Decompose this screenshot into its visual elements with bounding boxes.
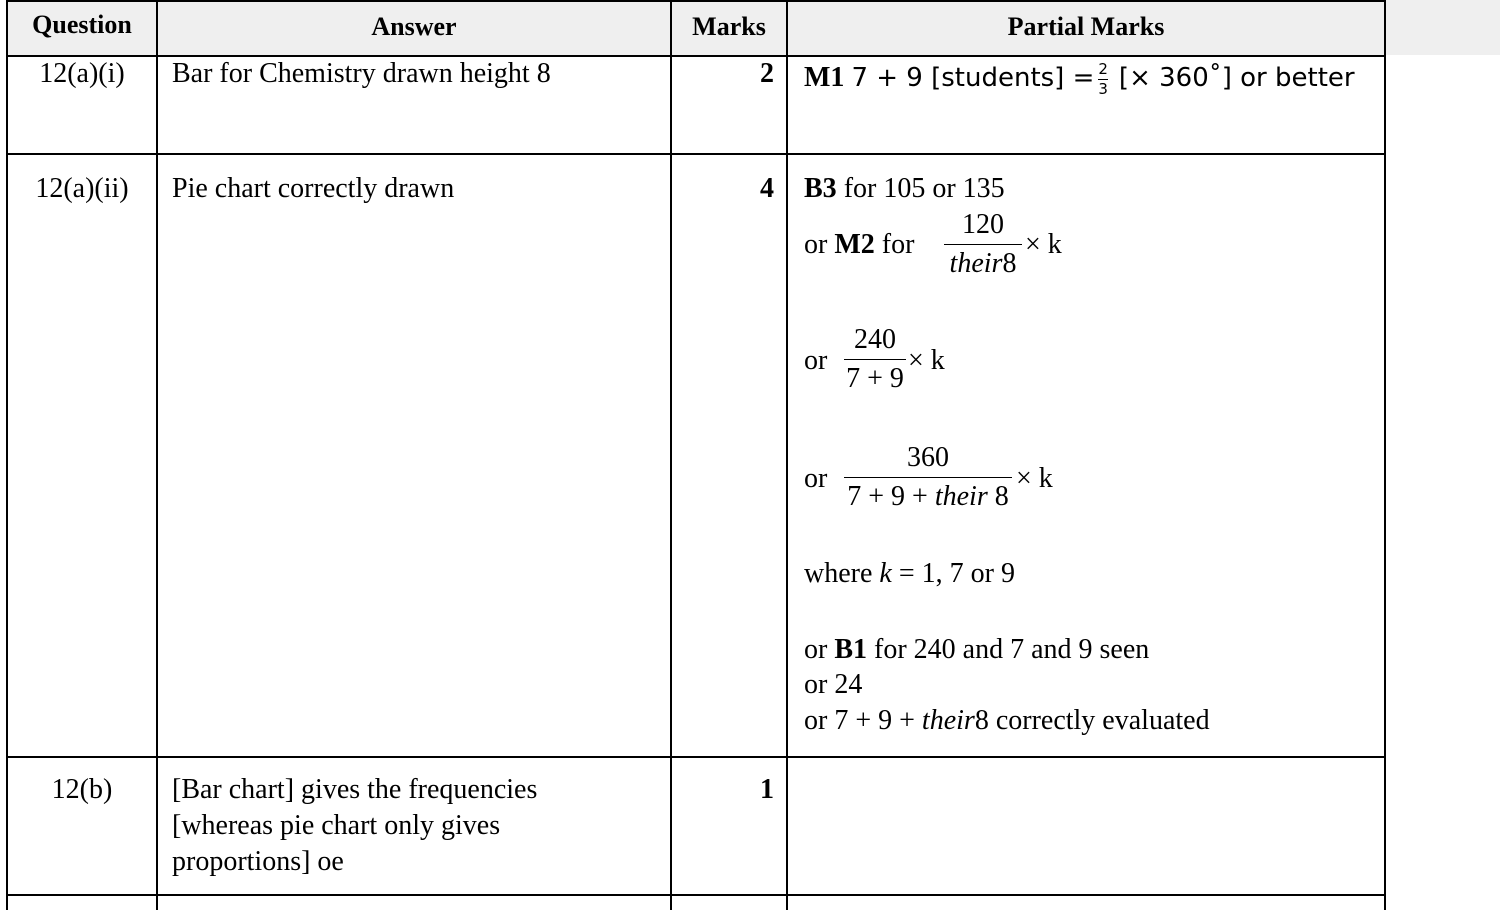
header-answer: Answer [371, 12, 457, 41]
header-partial-marks: Partial Marks [1007, 12, 1165, 41]
mark-code: B3 [804, 173, 837, 204]
mark-code: B1 [834, 634, 868, 665]
table-top-border [6, 0, 1386, 2]
fraction-denominator [844, 480, 1012, 514]
partial-marks-cell [804, 60, 1355, 98]
answer-line: [Bar chart] gives the frequencies [172, 774, 538, 805]
partial-text: where [804, 558, 873, 589]
or-text: or [804, 229, 828, 260]
row-divider [6, 756, 1386, 758]
column-border [786, 0, 788, 910]
partial-text: = 1, 7 or 9 [891, 558, 1015, 589]
or-text: or [804, 634, 828, 665]
marks-cell: 4 [760, 173, 774, 204]
mark-code: M2 [834, 229, 875, 260]
partial-line-where [804, 556, 1015, 592]
question-cell: 12(a)(ii) [35, 173, 129, 204]
row-divider [6, 894, 1386, 896]
column-border [1384, 0, 1386, 910]
or-text: or [804, 463, 828, 494]
marks-cell: 1 [760, 774, 774, 805]
partial-text: correctly evaluated [995, 705, 1210, 736]
partial-line-b1 [804, 632, 1149, 668]
fraction-120 [944, 208, 1022, 281]
variable-text: k [879, 558, 892, 589]
partial-text: for 240 and 7 and 9 seen [874, 634, 1150, 665]
partial-line-evaluated [804, 703, 1210, 739]
fraction-numerator: 240 [854, 324, 896, 355]
partial-text: for 105 or 135 [843, 173, 1005, 204]
header-question: Question [32, 10, 132, 39]
fraction [1098, 61, 1108, 98]
answer-line: [whereas pie chart only gives [172, 810, 501, 841]
fraction-numerator: 2 [1098, 60, 1108, 79]
fraction-360 [844, 441, 1012, 514]
number-text: 8 [987, 481, 1009, 513]
mark-code: M1 [804, 62, 845, 93]
header-marks: Marks [692, 12, 766, 41]
answer-cell: Pie chart correctly drawn [172, 173, 455, 204]
variable-text: their [921, 705, 975, 736]
marks-cell: 2 [760, 58, 774, 89]
number-text: 8 [974, 705, 989, 736]
fraction-denominator: 3 [1098, 80, 1108, 99]
answer-cell: Bar for Chemistry drawn height 8 [172, 58, 551, 89]
partial-text: [× 360˚] or better [1118, 63, 1355, 93]
fraction-denominator [944, 247, 1022, 281]
fraction-240 [844, 323, 906, 396]
variable-text: their [949, 248, 1003, 280]
fraction-denominator: 7 + 9 [846, 363, 904, 395]
partial-line-m2 [804, 227, 914, 263]
partial-text: for [881, 229, 915, 260]
number-text: 7 + 9 + [847, 481, 935, 513]
fraction-numerator: 120 [962, 209, 1004, 240]
partial-line-or24: or 24 [804, 669, 863, 700]
column-border [156, 0, 158, 910]
variable-text: their [934, 481, 988, 513]
times-k: × k [1025, 229, 1062, 260]
or-text: or [804, 705, 828, 736]
times-k: × k [1016, 463, 1053, 494]
answer-line: proportions] oe [172, 846, 344, 877]
question-cell: 12(b) [51, 774, 113, 805]
fraction-numerator: 360 [907, 442, 949, 473]
times-k: × k [908, 345, 945, 376]
row-divider [6, 153, 1386, 155]
number-text: 8 [1002, 248, 1017, 280]
number-text: 7 + 9 + [834, 705, 922, 736]
or-text: or [804, 345, 828, 376]
question-cell: 12(a)(i) [39, 58, 125, 89]
partial-line-b3 [804, 171, 1005, 207]
partial-text: 7 + 9 [students] = [851, 63, 1095, 93]
